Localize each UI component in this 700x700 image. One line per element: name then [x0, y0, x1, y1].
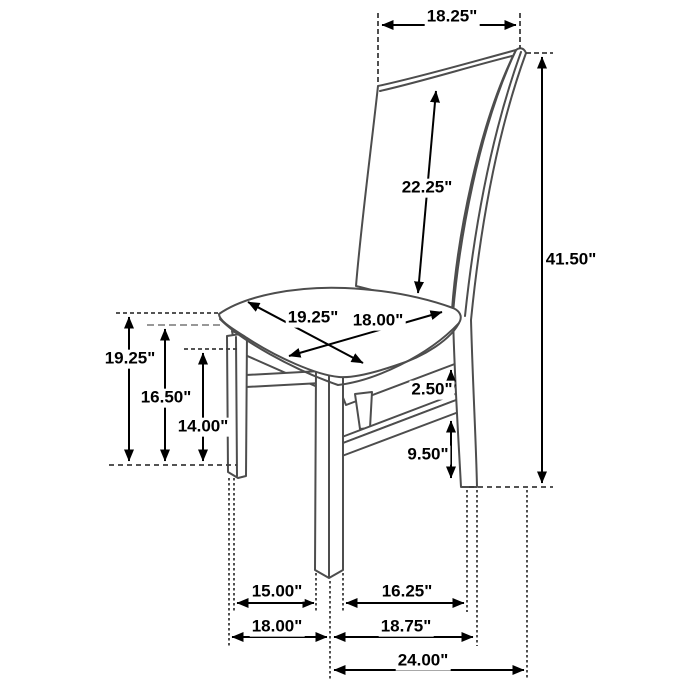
dim-label-overall-height: 41.50": [545, 249, 597, 269]
dim-label-stretcher-to-floor: 9.50": [407, 444, 449, 464]
dim-label-front-leg-inner: 15.00": [251, 581, 303, 601]
front-left-leg-corner: [236, 337, 237, 476]
dim-label-front-leg-outer: 18.00": [251, 616, 303, 636]
dim-label-seat-width: 18.00": [352, 310, 404, 330]
dim-label-floor-to-apron: 14.00": [177, 416, 229, 436]
dim-label-backrest-height: 22.25": [401, 177, 453, 197]
dim-label-floor-to-seat-front: 16.50": [140, 387, 192, 407]
dim-label-floor-to-seat-back: 19.25": [104, 348, 156, 368]
dim-label-side-leg-outer: 18.75": [380, 616, 432, 636]
dim-label-side-leg-inner: 16.25": [381, 581, 433, 601]
dim-label-seat-depth: 19.25": [287, 307, 339, 327]
dim-label-apron-stretcher-gap: 2.50": [411, 379, 453, 399]
dim-label-overall-depth: 24.00": [397, 650, 449, 670]
dim-label-top-back-width: 18.25": [426, 6, 478, 26]
rear-left-leg: [355, 392, 372, 429]
